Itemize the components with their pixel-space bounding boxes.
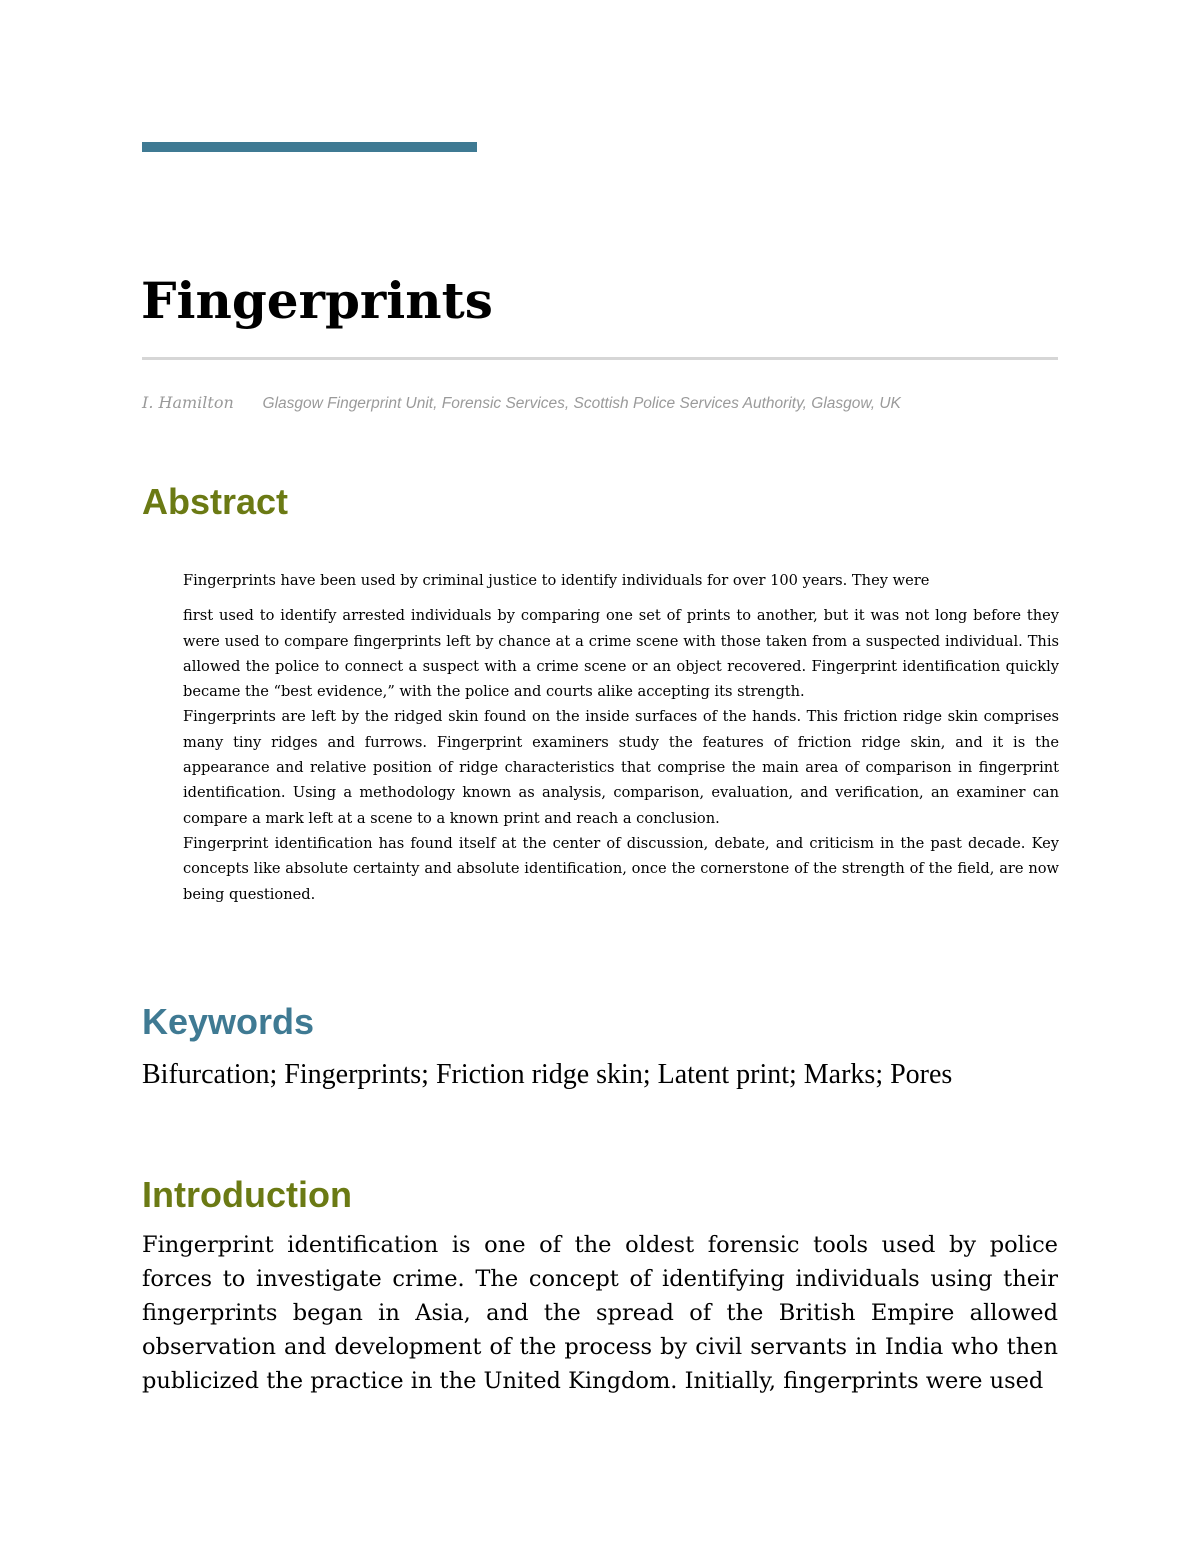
abstract-heading: Abstract: [142, 481, 289, 522]
keywords-list: Bifurcation; Fingerprints; Friction ridge skin; Latent print; Marks; Pores: [142, 1059, 953, 1090]
title-divider: [142, 357, 1058, 360]
author-name: I. Hamilton: [142, 393, 234, 412]
accent-bar: [142, 142, 477, 152]
abstract-body: [183, 568, 1059, 907]
author-line: [142, 393, 901, 414]
keywords-heading: Keywords: [142, 1001, 315, 1042]
abstract-first-line: Fingerprints have been used by criminal justice to identify individuals for over 100 years. They were: [183, 572, 930, 589]
author-affiliation: Glasgow Fingerprint Unit, Forensic Services, Scottish Police Services Authority, Glasgow, UK: [262, 395, 901, 412]
abstract-paragraph-3: Fingerprint identification has found itself at the center of discussion, debate, and criticism in the past decade. Key concepts like absolute certainty and absolute identification, once the cornerstone of the strength of the field, are now being questioned.: [183, 834, 1059, 903]
introduction-heading: Introduction: [142, 1174, 352, 1215]
page-title: Fingerprints: [141, 271, 493, 330]
introduction-text: Fingerprint identification is one of the oldest forensic tools used by police forces to investigate crime. The concept of identifying individuals using their fingerprints began in Asia, and the spread of the British Empire allowed observation and development of the process by civil servants in India who then publicized the practice in the United Kingdom. Initially, fingerprints were used: [142, 1232, 1058, 1394]
abstract-paragraph-1: first used to identify arrested individuals by comparing one set of prints to another, but it was not long before they were used to compare fingerprints left by chance at a crime scene with those taken from a suspected individual. This allowed the police to connect a suspect with a crime scene or an object recovered. Fingerprint identification quickly became the “best evidence,” with the police and courts alike accepting its strength.: [183, 607, 1059, 701]
abstract-paragraph-2: Fingerprints are left by the ridged skin found on the inside surfaces of the hands. This friction ridge skin comprises many tiny ridges and furrows. Fingerprint examiners study the features of friction ridge skin, and it is the appearance and relative position of ridge characteristics that comprise the main area of comparison in fingerprint identification. Using a methodology known as analysis, comparison, evaluation, and verification, an examiner can compare a mark left at a scene to a known print and reach a conclusion.: [183, 708, 1059, 827]
